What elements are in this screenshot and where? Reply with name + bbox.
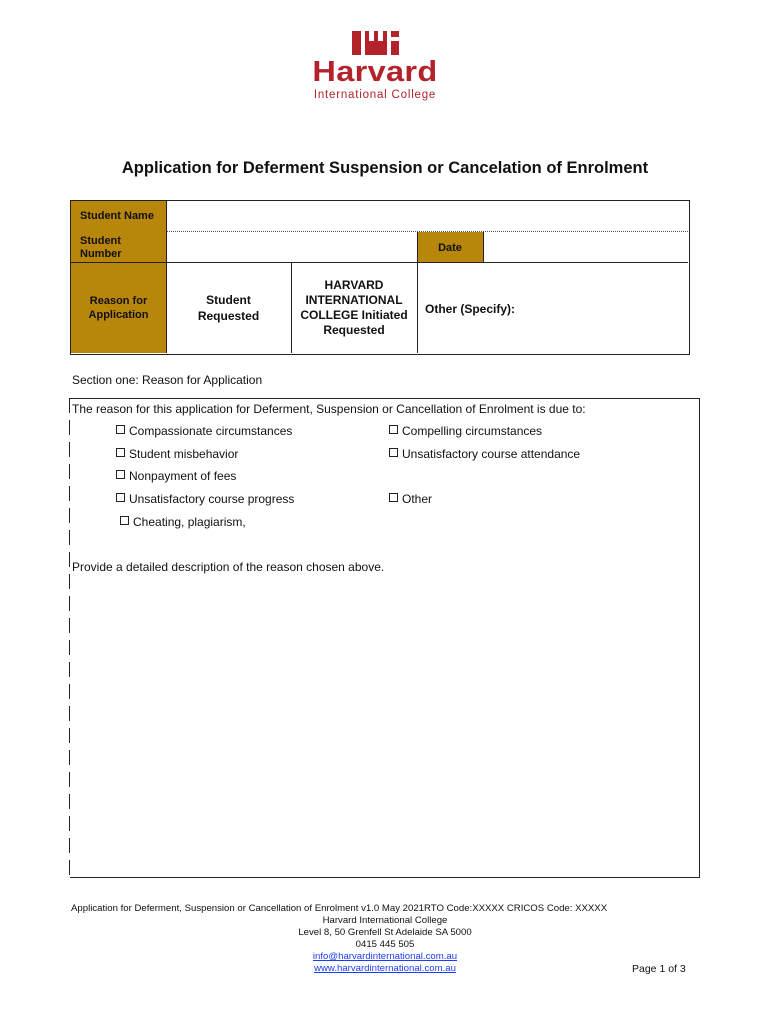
row-divider [166,231,688,232]
logo-subtitle: International College [313,89,437,101]
student-requested-option[interactable] [166,263,291,353]
option-cheating[interactable] [120,515,246,529]
column-divider [483,232,484,263]
website-link[interactable]: www.harvardinternational.com.au [314,963,456,974]
college-initiated-label: HARVARD INTERNATIONAL COLLEGE Initiated Requested [300,278,408,337]
footer-college: Harvard International College [322,915,448,926]
description-textarea[interactable] [72,580,696,874]
option-misbehavior[interactable] [116,447,238,461]
option-label: Nonpayment of fees [129,469,237,483]
footer-phone: 0415 445 505 [355,939,415,950]
checkbox-icon[interactable] [116,448,125,457]
student-name-label: Student Name [80,210,154,222]
logo-name: Harvard [312,56,438,88]
option-compassionate[interactable] [116,424,292,438]
student-number-field[interactable] [166,232,417,263]
harvard-shield-icon [350,27,400,57]
checkbox-icon[interactable] [389,425,398,434]
page-number: Page 1 of 3 [632,963,686,975]
column-divider [417,232,418,353]
student-number-label: Student Number [80,235,122,260]
reason-intro: The reason for this application for Deferment, Suspension or Cancellation of Enrolment is due to: [72,402,586,416]
student-requested-label: Student Requested [197,293,260,323]
student-number-label-cell [71,232,166,263]
option-nonpayment[interactable] [116,469,236,483]
option-other[interactable] [389,492,432,506]
row-divider [71,262,688,263]
option-label: Compelling circumstances [402,424,543,438]
option-label: Unsatisfactory course progress [129,492,295,506]
document-title: Application for Deferment Suspension or Cancelation of Enrolment [121,159,649,177]
footer-address: Level 8, 50 Grenfell St Adelaide SA 5000 [298,927,472,938]
date-field[interactable] [483,232,688,263]
option-compelling[interactable] [389,424,542,438]
checkbox-icon[interactable] [116,470,125,479]
column-divider [166,201,167,353]
detail-prompt: Provide a detailed description of the reason chosen above. [72,560,385,574]
checkbox-icon[interactable] [116,425,125,434]
section-heading: Section one: Reason for Application [72,373,263,387]
footer-email-row [0,951,770,962]
option-attendance[interactable] [389,447,580,461]
date-label: Date [438,241,462,254]
column-divider [291,263,292,353]
option-label: Cheating, plagiarism, [133,515,246,529]
option-label: Unsatisfactory course attendance [402,447,581,461]
option-label: Student misbehavior [129,447,239,461]
student-name-field[interactable] [166,201,688,232]
date-label-cell [417,232,483,263]
checkbox-icon[interactable] [389,493,398,502]
footer-doc-info: Application for Deferment, Suspension or Cancellation of Enrolment v1.0 May 2021RTO Code:XXXXX CRICOS Code: XXXXX [71,903,608,914]
option-label: Other [402,492,433,506]
option-label: Compassionate circumstances [129,424,293,438]
reason-label-cell [71,263,166,353]
checkbox-icon[interactable] [120,516,129,525]
option-progress[interactable] [116,492,294,506]
checkbox-icon[interactable] [116,493,125,502]
student-name-label-cell [71,201,166,232]
college-initiated-option[interactable] [291,263,417,353]
other-specify-label: Other (Specify): [425,302,516,316]
college-logo [290,22,480,106]
other-specify-option[interactable] [417,263,688,353]
email-link[interactable]: info@harvardinternational.com.au [312,951,458,962]
checkbox-icon[interactable] [389,448,398,457]
student-info-table [70,200,690,355]
reason-label: Reason for Application [88,295,149,321]
